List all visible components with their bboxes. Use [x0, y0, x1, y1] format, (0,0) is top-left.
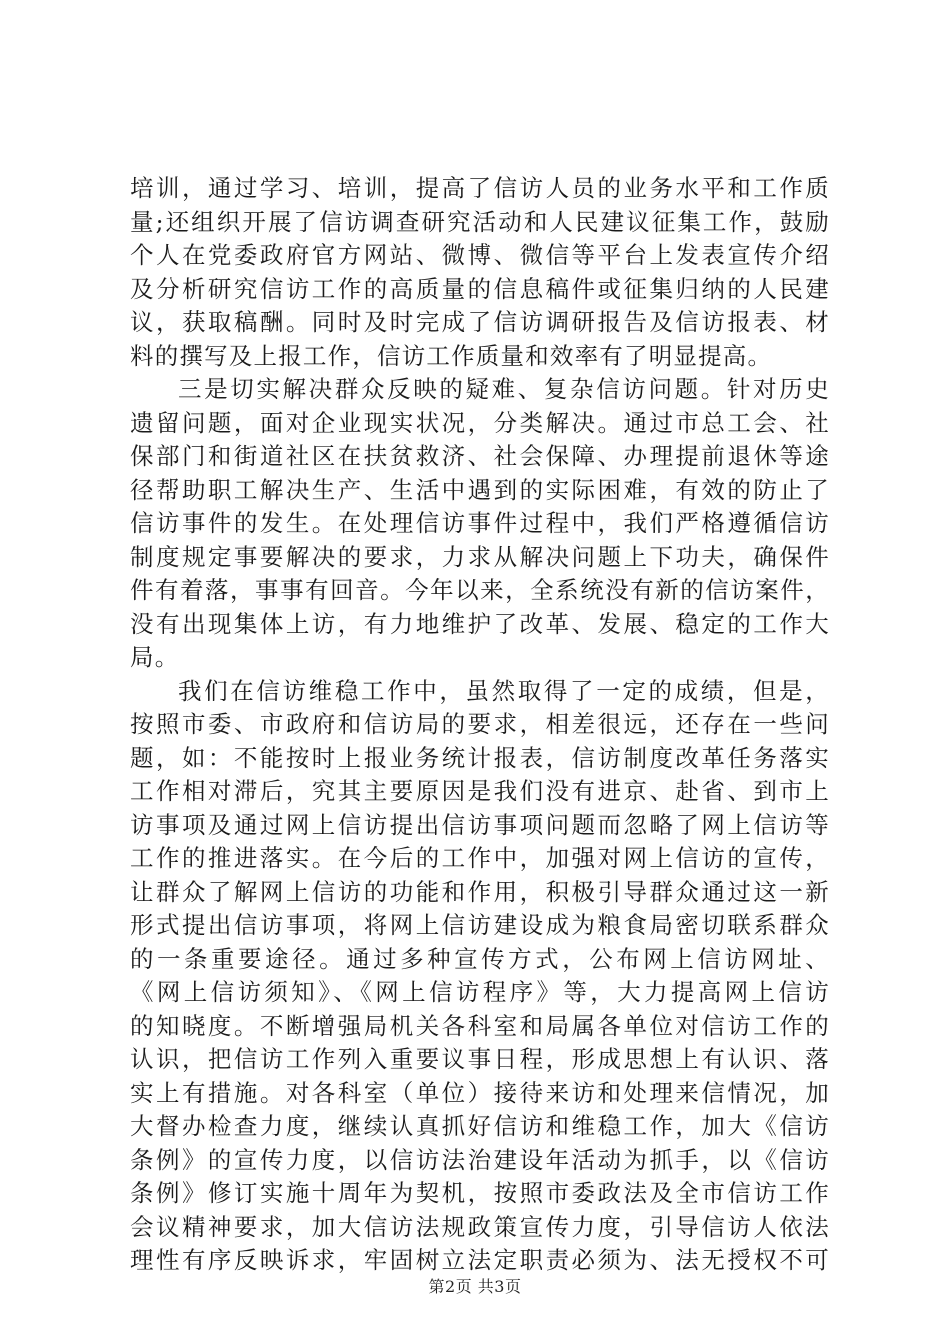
text-line: 工作的推进落实。在今后的工作中，加强对网上信访的宣传， — [130, 844, 830, 872]
text-line: 培训，通过学习、培训，提高了信访人员的业务水平和工作质 — [130, 174, 830, 202]
text-line: 的一条重要途径。通过多种宣传方式，公布网上信访网址、 — [130, 944, 830, 973]
text-line: 会议精神要求，加大信访法规政策宣传力度，引导信访人依法 — [130, 1212, 830, 1241]
text-line: 料的撰写及上报工作，信访工作质量和效率有了明显提高。 — [130, 341, 773, 370]
text-line: 工作相对滞后，究其主要原因是我们没有进京、赴省、到市上 — [130, 777, 830, 805]
text-line: 我们在信访维稳工作中，虽然取得了一定的成绩，但是， — [178, 676, 830, 705]
text-line: 理性有序反映诉求，牢固树立法定职责必须为、法无授权不可 — [130, 1246, 830, 1274]
text-line: 访事项及通过网上信访提出信访事项问题而忽略了网上信访等 — [130, 810, 830, 839]
text-line: 保部门和街道社区在扶贫救济、社会保障、办理提前退休等途 — [130, 442, 830, 470]
text-line: 《网上信访须知》、《网上信访程序》等，大力提高网上信访 — [130, 978, 830, 1006]
text-line: 实上有措施。对各科室（单位）接待来访和处理来信情况，加 — [130, 1078, 830, 1107]
text-line: 及分析研究信访工作的高质量的信息稿件或征集归纳的人民建 — [130, 274, 830, 303]
text-line: 径帮助职工解决生产、生活中遇到的实际困难，有效的防止了 — [130, 475, 830, 504]
text-line: 量;还组织开展了信访调查研究活动和人民建议征集工作，鼓励 — [130, 207, 830, 236]
text-line: 件有着落，事事有回音。今年以来，全系统没有新的信访案件， — [130, 576, 830, 604]
document-body — [130, 172, 830, 1278]
text-line: 三是切实解决群众反映的疑难、复杂信访问题。针对历史 — [178, 375, 830, 403]
text-line: 个人在党委政府官方网站、微博、微信等平台上发表宣传介绍 — [130, 241, 830, 269]
text-line: 形式提出信访事项，将网上信访建设成为粮食局密切联系群众 — [130, 911, 830, 939]
text-line: 大督办检查力度，继续认真抓好信访和维稳工作，加大《信访 — [130, 1112, 830, 1140]
text-line: 按照市委、市政府和信访局的要求，相差很远，还存在一些问 — [130, 710, 830, 738]
text-line: 局。 — [130, 643, 180, 671]
text-line: 信访事件的发生。在处理信访事件过程中，我们严格遵循信访 — [130, 509, 830, 537]
text-line: 条例》修订实施十周年为契机，按照市委政法及全市信访工作 — [130, 1179, 830, 1207]
text-line: 没有出现集体上访，有力地维护了改革、发展、稳定的工作大 — [130, 609, 830, 638]
text-line: 让群众了解网上信访的功能和作用，积极引导群众通过这一新 — [130, 877, 830, 906]
text-line: 遗留问题，面对企业现实状况，分类解决。通过市总工会、社 — [130, 408, 830, 437]
text-line: 题，如：不能按时上报业务统计报表，信访制度改革任务落实 — [130, 743, 830, 772]
page-footer: 第2页 共3页 — [428, 1277, 522, 1296]
text-line: 的知晓度。不断增强局机关各科室和局属各单位对信访工作的 — [130, 1011, 830, 1040]
text-line: 制度规定事要解决的要求，力求从解决问题上下功夫，确保件 — [130, 542, 830, 571]
text-line: 议，获取稿酬。同时及时完成了信访调研报告及信访报表、材 — [130, 308, 830, 336]
text-line: 条例》的宣传力度，以信访法治建设年活动为抓手，以《信访 — [130, 1145, 830, 1174]
text-line: 认识，把信访工作列入重要议事日程，形成思想上有认识、落 — [130, 1045, 830, 1073]
